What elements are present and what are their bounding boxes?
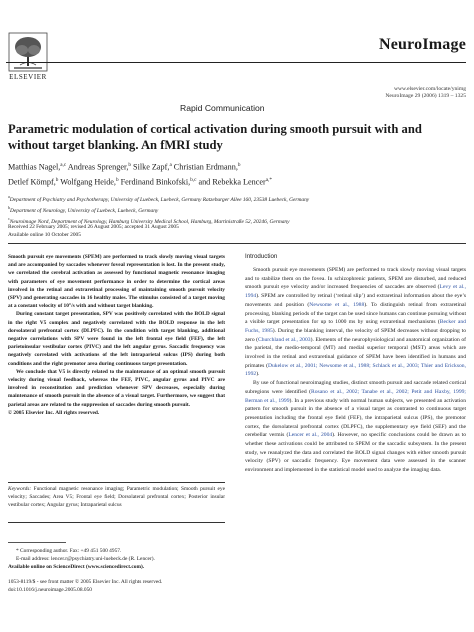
affiliation-a (8, 193, 466, 204)
received-dates: Received 22 February 2005; revised 26 August 2005; accepted 31 August 2005 (8, 224, 179, 230)
affil-text: Department of Neurology, University of Luebeck, Luebeck, Germany (10, 207, 159, 214)
citation-link[interactable]: Levy et al., 1994 (245, 284, 466, 300)
intro-text: ). Elements of the neurophysiological and anatomical organization of the parietal, the medio-temporal (MT) and medial superior temporal (MST) areas which are involved in the retinal and extraretinal guidance of SPEM have been identified in humans and primates ( (245, 336, 466, 369)
author[interactable]: Silke Zapf, (131, 162, 170, 172)
intro-text: ). SPEM are controlled by retinal (‘retinal slip’) and extraretinal information about the eye’s movements and position ( (245, 293, 466, 308)
author-affil-mark: b,c (190, 177, 197, 184)
author[interactable]: and Rebekka Lencer (196, 177, 266, 187)
citation-link[interactable]: Dukelow et al., 2001; Newsome et al., 1988; Schlack et al., 2003; Thier and Erickson, 1992 (245, 362, 466, 378)
author[interactable]: Detlef Kömpf, (8, 177, 56, 187)
affiliations (8, 193, 466, 225)
elsevier-logo (6, 32, 50, 86)
author[interactable]: Matthias Nagel, (8, 162, 61, 172)
section-heading: Introduction (245, 253, 278, 260)
footnote (8, 547, 228, 571)
abstract-paragraph: Smooth pursuit eye movements (SPEM) are performed to track slowly moving visual targets and are accompanied by saccades whenever foveal representation is lost. In the present study, we correlated the cerebral activation as assessed by functional magnetic resonance imaging with parameters of eye movement performance in order to determine the cortical areas involved in the retinal and extraretinal processing of maintaining smooth pursuit velocity (SPV) and generating saccades in 16 healthy males. The stimulus consisted of a target moving at a constant velocity of 10°/s with and without target blanking. (8, 254, 225, 310)
author-list (8, 159, 458, 189)
abstract-paragraph: During constant target presentation, SPV was positively correlated with the BOLD signal in the right V5 complex and negatively correlated with the BOLD response in the left dorsolateral prefrontal cortex (DLPFC). In the condition with target blanking, additional negative correlations with SPV were found in the left frontal eye field (FEF), the left parietoinsular vestibular cortex (PIVC) and the left angular gyrus. Saccadic frequency was negatively correlated with activations of the left intraparietal sulcus (IPS) during both conditions and the right premotor area during continuous target presentation. (8, 311, 225, 367)
email-address[interactable]: E-mail address: lencer.r@psychiatry.uni-luebeck.de (R. Lencer). (16, 556, 155, 562)
author-affil-mark: b (55, 177, 59, 184)
imprint (8, 578, 228, 594)
affiliation-b (8, 204, 466, 215)
intro-text: ). However, no specific conclusions could be drawn as to whether these activations could be attributed to SPEM or the saccadic subsystem. In the present study, we reanalyzed the data and correlated the BOLD signal changes with either smooth pursuit velocity (SPV) or saccadic frequency. Eye movement data were assessed in the scanner environment and implemented in the statistical model used to analyze the imaging data. (245, 432, 466, 474)
footnote-rule (8, 542, 66, 543)
issn-line: 1053-8119/$ - see front matter © 2005 Elsevier Inc. All rights reserved. (8, 579, 163, 585)
citation-link[interactable]: Rosano et al., 2002; Tanabe et al., 2002; Petit and Haxby, 1999; Berman et al., 1999 (245, 388, 466, 404)
header-separator (8, 243, 466, 244)
intro-text: By use of functional neuroimaging studies, distinct smooth pursuit and saccade related cortical subregions were identified ( (245, 380, 466, 395)
affil-text: Neuroimage Nord, Department of Neurology, Hamburg University Medical School, Hamburg, Martinistraße 52, 20246, Germany (9, 218, 290, 225)
abstract (8, 253, 225, 417)
citation-link[interactable]: Lencer et al., 2004 (288, 432, 333, 439)
author-affil-mark: a,c (60, 162, 67, 168)
doi-line[interactable]: doi:10.1016/j.neuroimage.2005.08.050 (8, 587, 92, 593)
journal-issue: NeuroImage 29 (2006) 1319 – 1325 (385, 93, 466, 99)
keywords-rule-top (8, 482, 225, 483)
author-affil-mark: a (169, 162, 172, 168)
article-dates (8, 223, 458, 239)
author-affil-mark: a,* (265, 177, 272, 184)
author-affil-mark: b (128, 162, 131, 168)
affil-mark: c (8, 215, 10, 221)
intro-text: ). In a previous study with normal human subjects, we presented an activation pattern for smooth pursuit in the absence of a visual target as contrasted to continuous target presentation including the frontal eye field (FEF), the intraparietal sulcus (IPS), the premotor cortex, the dorsolateral prefrontal cortex (DLPFC), the supplementary eye field (SEF) and the cerebellar vermis ( (245, 397, 466, 439)
author[interactable]: Christian Erdmann, (171, 162, 238, 172)
intro-text: Smooth pursuit eye movements (SPEM) are performed to track slowly moving visual targets and to stabilize them on the fovea. In schizophrenic patients, SPEM are disturbed, and reduced smooth pursuit eye velocity and/or increased frequencies of saccades are observed ( (245, 267, 466, 291)
affil-text: Department of Psychiatry and Psychotherapy, University of Luebeck, Luebeck, Germany Ratzeburger Allee 160, 23538 Luebeck, Germany (9, 196, 310, 203)
affil-mark: b (8, 204, 10, 210)
keywords-text: Functional magnetic resonance imaging; Parametric modulation; Smooth pursuit eye velocity; Saccades; Area V5; Frontal eye field; Dorsolateral prefrontal cortex; Posterior insular vestibular cortex; Angular gyrus; Intraparietal sulcus (8, 486, 225, 509)
online-date: Available online 10 October 2005 (8, 232, 81, 238)
keywords-rule-bottom (8, 522, 225, 523)
corresponding-author: * Corresponding author. Fax: +49 451 500 4957. (16, 548, 122, 554)
article-title: Parametric modulation of cortical activation during smooth pursuit with and without target blanking. An fMRI study (8, 122, 422, 152)
article-type: Rapid Communication (180, 103, 265, 113)
elsevier-tree-icon (8, 32, 48, 72)
intro-text: ). To distinguish retinal from extraretinal processing, blanking periods of the target can be used since humans can continue pursuing without a visible target presentation for up to 1000 ms by using extraretinal mechanisms ( (245, 301, 466, 326)
available-online[interactable]: Available online on ScienceDirect (www.sciencedirect.com). (8, 564, 145, 570)
author[interactable]: Wolfgang Heide, (58, 177, 116, 187)
intro-paragraph (245, 266, 466, 379)
intro-text: ). During the blanking interval, the velocity of SPEM decreases without dropping to zero ( (245, 327, 466, 343)
header-rule (6, 62, 466, 63)
author[interactable]: Andreas Sprenger, (66, 162, 129, 172)
keywords (8, 485, 225, 510)
abstract-paragraph: We conclude that V5 is directly related to the maintenance of an optimal smooth pursuit velocity during visual feedback, whereas the FEF, PIVC, angular gyrus and PIVC are involved in reconstitution and prediction whenever SPV decreases, especially during maintenance of smooth pursuit in the absence of a visual target. Furthermore, we suggest that parietal areas are related to the suppression of saccades during smooth pursuit. (8, 368, 225, 408)
copyright-line: © 2005 Elsevier Inc. All rights reserved. (8, 409, 100, 416)
intro-text: ). (256, 371, 260, 378)
author-affil-mark: b (237, 162, 241, 168)
author[interactable]: Ferdinand Binkofski, (118, 177, 191, 187)
introduction-body (245, 266, 466, 475)
citation-link[interactable]: Churchland et al., 2003 (257, 336, 311, 343)
affil-mark: a (8, 194, 10, 199)
citation-link[interactable]: Newsome et al., 1988 (309, 301, 365, 308)
author-affil-mark: b (115, 177, 119, 184)
publisher-name: ELSEVIER (9, 73, 47, 81)
intro-paragraph (245, 379, 466, 475)
journal-url[interactable]: www.elsevier.com/locate/ynimg (393, 86, 466, 92)
keywords-label: Keywords: (8, 486, 32, 492)
citation-link[interactable]: Becker and Fuchs, 1985 (245, 319, 466, 334)
journal-name: NeuroImage (378, 36, 466, 53)
